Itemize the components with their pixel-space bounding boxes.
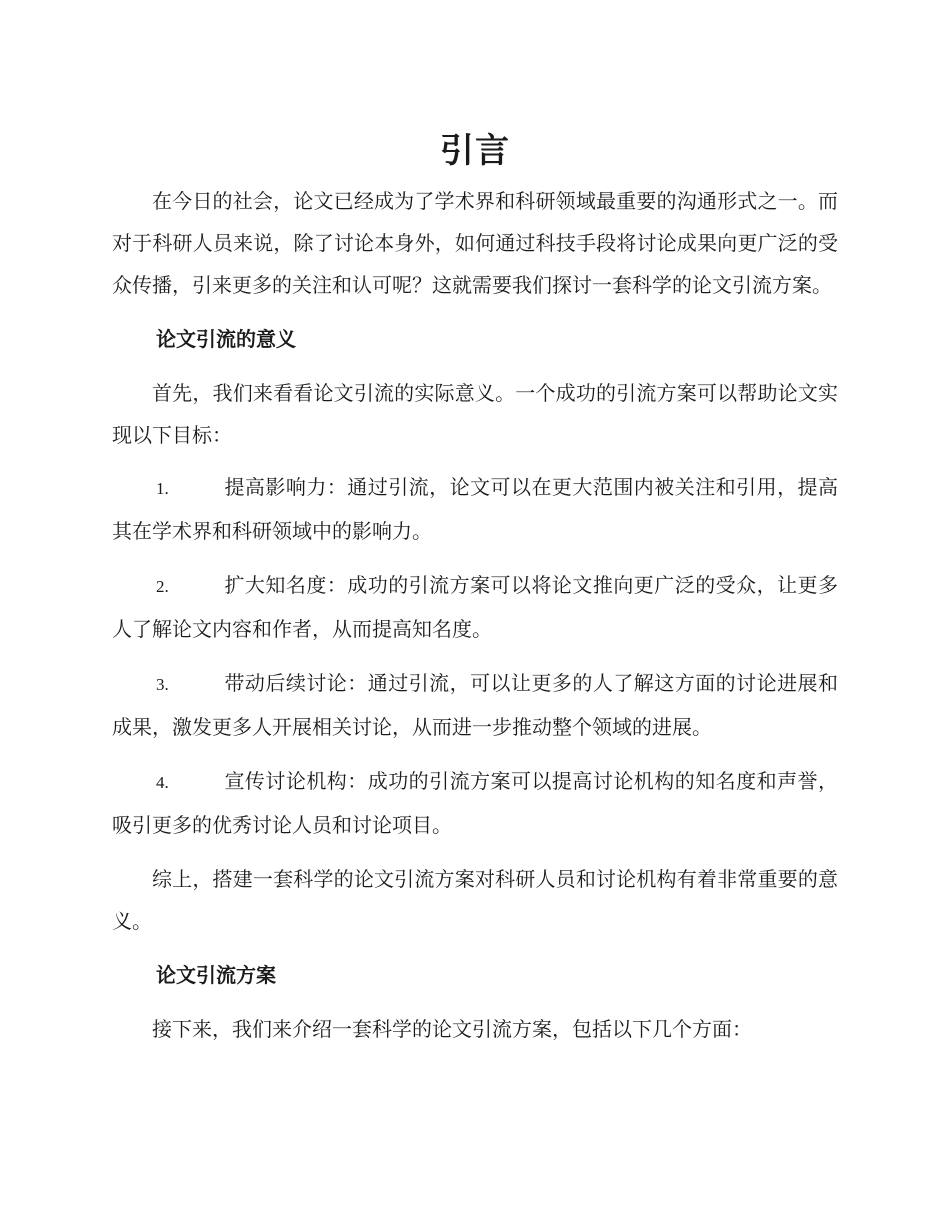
list-item-number: 2.: [156, 577, 169, 596]
list-item-text: 扩大知名度：成功的引流方案可以将论文推向更广泛的受众，让更多人了解论文内容和作者，从而提高知名度。: [112, 573, 838, 641]
list-item-number: 1.: [156, 479, 169, 498]
list-item: [112, 662, 838, 748]
list-item: [112, 760, 838, 846]
section-heading-plan: 论文引流方案: [156, 963, 276, 987]
document-page: [112, 128, 838, 1060]
list-item: [112, 564, 838, 650]
plan-lead-paragraph: 接下来，我们来介绍一套科学的论文引流方案，包括以下几个方面：: [152, 1017, 752, 1041]
summary-paragraph: 综上，搭建一套科学的论文引流方案对科研人员和讨论机构有着非常重要的意义。: [112, 867, 838, 933]
list-item-text: 宣传讨论机构：成功的引流方案可以提高讨论机构的知名度和声誉，吸引更多的优秀讨论人员和讨论项目。: [112, 769, 838, 837]
list-item-text: 提高影响力：通过引流，论文可以在更大范围内被关注和引用，提高其在学术界和科研领域中的影响力。: [112, 475, 838, 543]
significance-lead-paragraph: 首先，我们来看看论文引流的实际意义。一个成功的引流方案可以帮助论文实现以下目标：: [112, 381, 838, 447]
list-item-text: 带动后续讨论：通过引流，可以让更多的人了解这方面的讨论进展和成果，激发更多人开展相关讨论，从而进一步推动整个领域的进展。: [112, 671, 838, 739]
list-item-number: 3.: [156, 675, 169, 694]
intro-paragraph: 在今日的社会，论文已经成为了学术界和科研领域最重要的沟通形式之一。而对于科研人员来说，除了讨论本身外，如何通过科技手段将讨论成果向更广泛的受众传播，引来更多的关注和认可呢？这就需要我们探讨一套科学的论文引流方案。: [112, 189, 838, 297]
document-title: 引言: [440, 131, 510, 171]
section-heading-significance: 论文引流的意义: [156, 327, 296, 351]
list-item: [112, 466, 838, 552]
list-item-number: 4.: [156, 773, 169, 792]
